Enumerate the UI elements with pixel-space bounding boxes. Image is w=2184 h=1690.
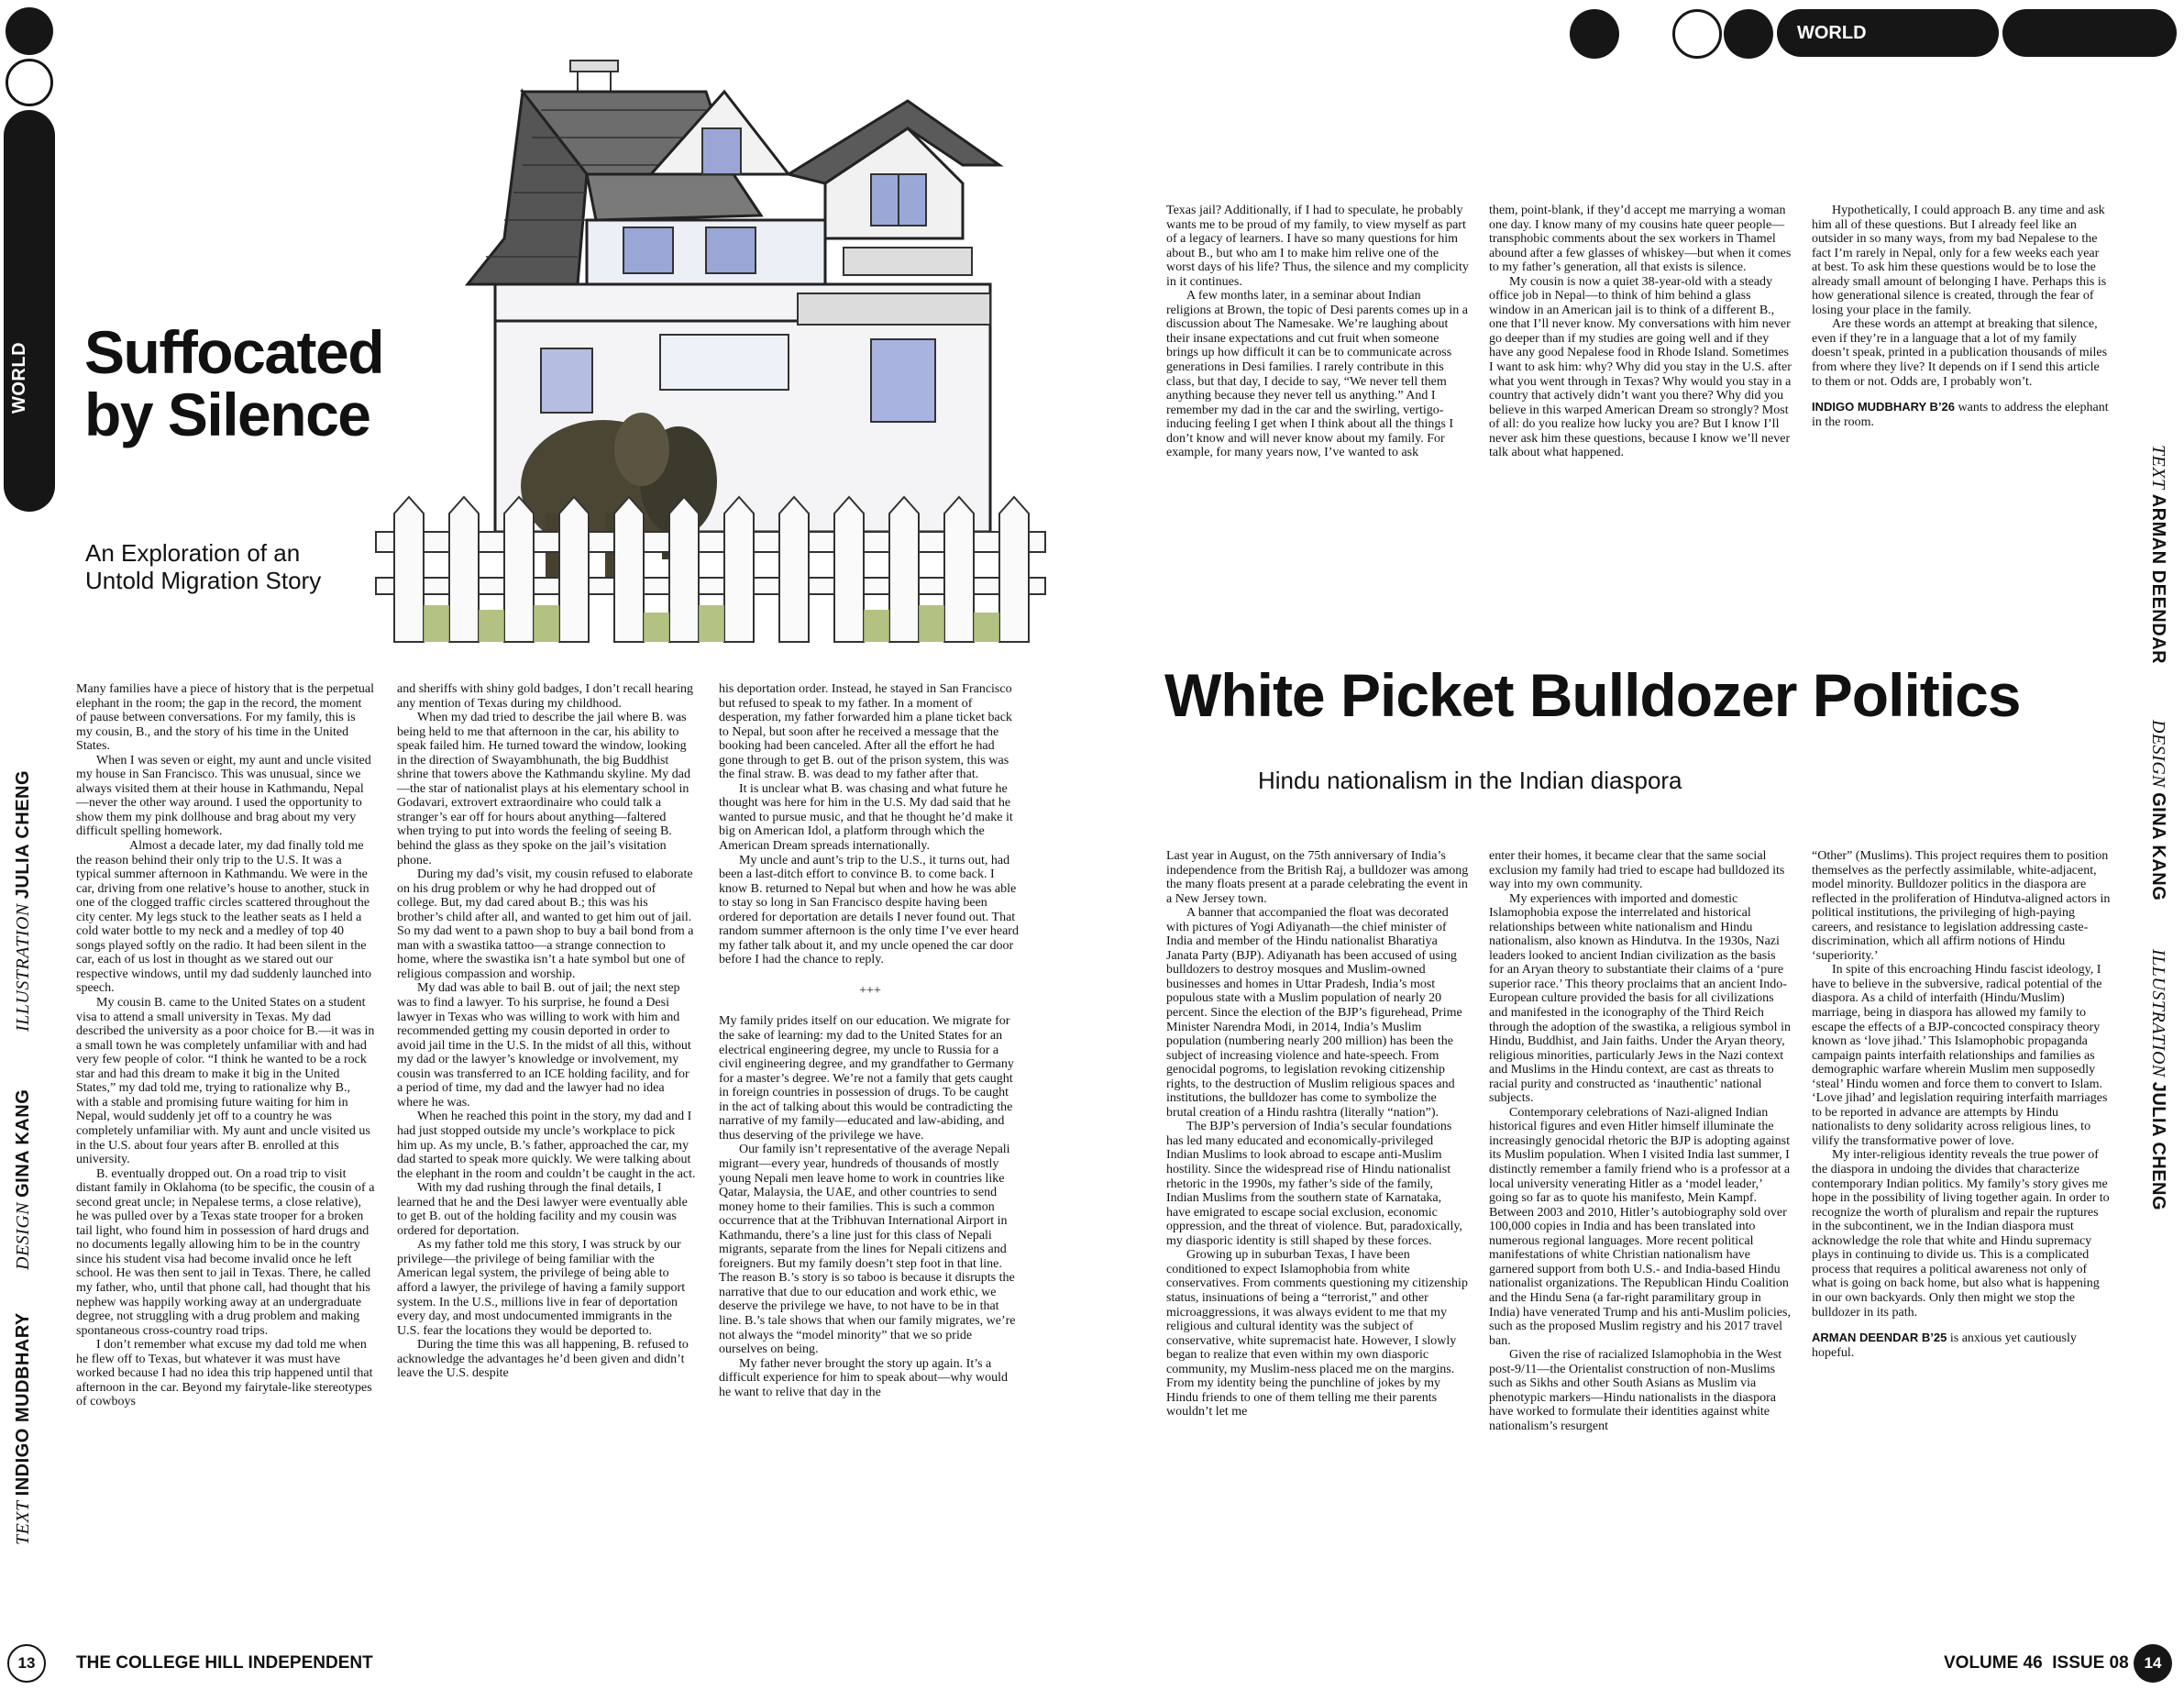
paragraph: In spite of this encroaching Hindu fascist ideology, I have to believe in the subversive, radical potential of the diaspora. As a child of interfaith (Hindu/Muslim) marriage, being in diaspora has allowed my family to escape the effects of a BJP-concocted conspiracy theory known as ‘love jihad.’ This Islamophobic propaganda campaign paints interfaith relationships and families as demographic warfare wherein Muslim men supposedly ‘steal’ Hindu women and force them to convert to Islam. ‘Love jihad’ and legislation requiring interfaith marriages to be reported in advance are attempts by Hindu nationalists to deny solidarity across religious lines, to vilify the transformative power of love.	[1812, 963, 2108, 1148]
paragraph: During my dad’s visit, my cousin refused to elaborate on his drug problem or why he had dropped out of college. But, my dad cared about B.; this was his brother’s child after all, and wanted to get him out of jail. So my dad went to a pawn shop to buy a bail bond from a man with a swastika tattoo—a strange connection to home, where the swastika isn’t a hate symbol but one of religious compassion and worship.	[397, 867, 694, 981]
author-bio-name: INDIGO MUDBHARY B’26	[1812, 400, 1956, 414]
house-elephant-illustration	[358, 18, 1164, 651]
volume-issue: VOLUME 46 ISSUE 08	[1944, 1653, 2129, 1673]
article-title-right: White Picket Bulldozer Politics	[1164, 661, 2021, 729]
article-title-left	[84, 318, 384, 448]
tab-dot-black	[1724, 9, 1773, 59]
credit-name: ARMAN DEENDAR	[2148, 493, 2168, 665]
credit-label: DESIGN	[13, 1201, 33, 1270]
publication-name: THE COLLEGE HILL INDEPENDENT	[76, 1653, 373, 1673]
paragraph: them, point-blank, if they’d accept me marrying a woman one day. I know many of my cousins hate queer people—transphobic comments about the sex workers in Thamel abound after a few glasses of whiskey—but when it comes to my father’s generation, all that exists is silence.	[1489, 204, 1792, 275]
paragraph: My inter-religious identity reveals the true power of the diaspora in undoing the divides that characterize contemporary Indian politics. My family’s story gives me hope in the possibility of living together again. In order to recognize the worth of pluralism and repair the ruptures in the subcontinent, we in the Indian diaspora must acknowledge the role that white and Hindu supremacy plays in continuing to divide us. This is a complicated process that requires a political awareness not only of what is going on back home, but also what is happening in our own backyards. Only then might we stop the bulldozer in its path.	[1812, 1148, 2110, 1320]
paragraph: With my dad rushing through the final details, I learned that he and the Desi lawyer were eventually able to get B. out of the holding facility and my cousin was ordered for deportation.	[397, 1181, 688, 1238]
paragraph: My family prides itself on our education. We migrate for the sake of learning: my dad to the United States for an electrical engineering degree, my uncle to Russia for a civil engineering degree, and my grandfather to Germany for a master’s degree. We’re not a family that gets caught in foreign countries in possession of drugs. To be caught in the act of talking about this would be contradicting the narrative of my family—educated and law-abiding, and thus deserving of the privilege we have.	[719, 1014, 1014, 1143]
section-tab-right: WORLD	[1777, 9, 1999, 57]
paragraph: My cousin B. came to the United States on a student visa to attend a small university in Texas. My dad described the university as a poor choice for B.—it was in a small town he was completely unfamiliar with and had very few people of color. “I think he wanted to be a rock star and had this dream to make it big in the United States,” my dad told me, trying to rationalize why B., with a stable and promising future waiting for him in Nepal, would suddenly jet off to a country he was completely unfamiliar with. My aunt and uncle visited us in the U.S. about four years after B. enrolled at this university.	[76, 996, 375, 1167]
continuation-column-2	[1489, 204, 1792, 460]
tab-pill-lower	[4, 414, 55, 512]
tab-dot-hollow	[1672, 9, 1722, 59]
paragraph: It is unclear what B. was chasing and what future he thought was here for him in the U.S. My dad said that he wanted to pursue music, and that he thought he’d make it big on American Idol, a platform through which the American Dream spreads internationally.	[719, 781, 1013, 854]
credit-design-right	[2147, 720, 2168, 901]
paragraph: Our family isn’t representative of the average Nepali migrant—every year, hundreds of thousands of mostly young Nepali men leave home to work in countries like Qatar, Malaysia, the UAE, and other countries to send money home to their families. This is such a common occurrence that at the Tribhuvan International Airport in Kathmandu, there’s a line just for this class of Nepali migrants, separate from the lines for Nepali citizens and foreigners. But my family doesn’t step foot in that line. The reason B.’s story is so taboo is because it disrupts the narrative that due to our education and work ethic, we deserve the privilege we have, to not have to be in that line. B.’s tale shows that when our family migrates, we’re not always the “model minority” that we so pride ourselves on being.	[719, 1143, 1016, 1357]
page-number-left: 13	[7, 1644, 46, 1683]
article-column-4	[1166, 849, 1469, 1419]
paragraph: My experiences with imported and domestic Islamophobia expose the interrelated and historical relationships between white nationalism and Hindu nationalism, also known as Hindutva. In the 1930s, Nazi leaders looked to ancient Indian civilization as the basis for an Aryan theory to substantiate their claims of a ‘pure superior race.’ This theory proclaims that an ancient Indo-European culture provided the basis for all civilizations and manifested in the iconography of the Third Reich through the adoption of the swastika, a religious symbol in Hindu, Buddhist, and Jain faiths. Under the Aryan theory, religious minorities, particularly Jews in the Nazi context and Muslims in the Hindu context, are cast as threats to racial purity and constructed as ‘inauthentic’ national subjects.	[1489, 891, 1791, 1106]
paragraph: B. eventually dropped out. On a road trip to visit distant family in Oklahoma (to be specific, the cousin of a second great uncle; in Nepalese terms, a close relative), he was pulled over by a Texas state trooper for a broken tail light, who found him in possession of hard drugs and no documents legally allowing him to be in the country since his student visa had become invalid once he left school. He was then sent to jail in Texas. There, he called my father, who, until that phone call, had thought that his nephew was happily working away at an undergraduate degree, not struggling with a drug problem and making spontaneous cross-country road trips.	[76, 1166, 375, 1338]
paragraph: When I was seven or eight, my aunt and uncle visited my house in San Francisco. This was unusual, since we always visited them at their house in Kathmandu, Nepal—never the other way around. I used the opportunity to show them my pink dollhouse and brag about my very difficult spelling homework.	[76, 753, 371, 839]
paragraph: During the time this was all happening, B. refused to acknowledge the advantages he’d been given and didn’t leave the U.S. despite	[397, 1338, 689, 1381]
article-column-3	[719, 682, 1021, 1399]
credit-name: INDIGO MUDBHARY	[13, 1312, 33, 1497]
credit-illustration-left	[13, 769, 34, 1032]
paragraph: The BJP’s perversion of India’s secular foundations has led many educated and economically-privileged Indian Muslims to look abroad to escape anti-Muslim hostility. Since the widespread rise of Hindu nationalist rhetoric in the 1990s, my father’s side of the family, Indian Muslims from the southern state of Karnataka, have emigrated to escape social exclusion, economic oppression, and the threat of violence. But, paradoxically, my diasporic identity is still shaped by these forces.	[1166, 1120, 1462, 1248]
credit-name: GINA KANG	[2148, 792, 2168, 901]
section-tab-left-label: WORLD	[9, 341, 29, 414]
paragraph: My cousin is now a quiet 38-year-old with a steady office job in Nepal—to think of him behind a glass window in an American jail is to think of a different B., one that I’ll never know. My conversations with him never go deeper than if my studies are going well and if they have any good Nepalese food in Rhode Island. Sometimes I want to ask him: why? Why did you stay in the U.S. after what you went through in Texas? Why would you stay in a country that actively didn’t want you there? Why did you believe in this warped American Dream so strongly? Most of all: do you realize how lucky you are? But I know I’ll never ask him these questions, because I know we’ll never talk about what happened.	[1489, 274, 1792, 460]
credit-design-left	[13, 1088, 34, 1270]
paragraph: Last year in August, on the 75th anniversary of India’s independence from the British Raj, a bulldozer was among the many floats present at a parade celebrating the event in a New Jersey town.	[1166, 849, 1469, 906]
paragraph: enter their homes, it became clear that the same social exclusion my family had tried to escape had bulldozed its way into my own community.	[1489, 849, 1785, 892]
credit-illustration-right	[2147, 949, 2168, 1211]
author-bio	[1812, 1331, 2111, 1360]
tab-dot-black	[6, 7, 53, 55]
paragraph: Texas jail? Additionally, if I had to speculate, he probably wants me to be proud of my family, to view myself as part of a legacy of learners. I have so many questions for him about B., but who am I to make him relive one of the worst days of his life? Thus, the silence and my complicity in it continues.	[1166, 204, 1469, 289]
article-column-1	[76, 682, 375, 1409]
tab-dot-black	[1570, 9, 1619, 59]
paragraph: A banner that accompanied the float was decorated with pictures of Yogi Adiyanath—the chief minister of India and member of the Hindu nationalist Bharatiya Janata Party (BJP). Adiyanath has been accused of using bulldozers to destroy mosques and Muslim-owned businesses and homes in Uttar Pradesh, India’s most populous state with a Muslim population of nearly 20 percent. Since the election of the BJP’s figurehead, Prime Minister Narendra Modi, in 2014, India’s Muslim population (numbering nearly 200 million) has been the subject of increasing violence and hate-speech. From genocidal pogroms, to legislation revoking citizenship rights, to the destruction of Muslim religious spaces and institutions, the bulldozer has come to symbolize the brutal creation of a Hindu rashtra (literally “nation”).	[1166, 906, 1462, 1120]
paragraph: his deportation order. Instead, he stayed in San Francisco but refused to speak to my father. In a moment of desperation, my father forwarded him a plane ticket back to Nepal, but soon after he received a message that the booking had been canceled. After all the effort he had gone through to get B. out of the prison system, this was the final straw. B. was dead to my father after that.	[719, 682, 1012, 782]
credit-label: ILLUSTRATION	[13, 903, 33, 1032]
paragraph: Growing up in suburban Texas, I have been conditioned to expect Islamophobia from white conservatives. From comments questioning my citizenship status, insinuations of being a “terrorist,” and other microaggressions, it was always evident to me that my religious and cultural identity was the subject of conservative, white supremacist hate. However, I slowly began to realize that even within my own diasporic community, my Muslim-ness placed me on the margins. From my identity being the punchline of jokes by my Hindu friends to one of them telling me their parents wouldn’t let me	[1166, 1248, 1468, 1419]
paragraph: Given the rise of racialized Islamophobia in the West post-9/11—the Orientalist construction of non-Muslims such as Sikhs and other South Asians as Muslim via phenotypic markers—Hindu nationalists in the diaspora have worked to formulate their identities against white nationalism’s resurgent	[1489, 1348, 1782, 1433]
continuation-column-1	[1166, 204, 1469, 460]
paragraph: “Other” (Muslims). This project requires them to position themselves as the perfectly assimilable, white-adjacent, model minority. Bulldozer politics in the diaspora are reflected in the proliferation of Hindutva-aligned actors in political institutions, the privileging of high-paying careers, and resistance to legislation addressing caste-discrimination, which all affirm notions of Hindu ‘superiority.’	[1812, 849, 2111, 963]
paragraph: Many families have a piece of history that is the perpetual elephant in the room; the gap in the record, the moment of pause between conversations. For my family, this is my cousin, B., and the story of his time in the United States.	[76, 682, 375, 754]
paragraph: My father never brought the story up again. It’s a difficult experience for him to speak about—why would he want to relive that day in the	[719, 1356, 1009, 1399]
paragraph: Hypothetically, I could approach B. any time and ask him all of these questions. But I already feel like an outsider in so many ways, from my bad Nepalese to the fact I’m rarely in Nepal, only for a few weeks each year at best. To ask him these questions would be to lose the already small amount of belonging I have. Perhaps this is how generational silence is created, through the fear of losing your place in the family.	[1812, 204, 2107, 317]
paragraph: As my father told me this story, I was struck by our privilege—the privilege of being familiar with the American legal system, the privilege of being able to afford a lawyer, the privilege of having a family support system. In the U.S., millions live in fear of deportation every day, and most undocumented immigrants in the U.S. fear the locations they would be deported to.	[397, 1238, 686, 1338]
tab-dot-hollow	[6, 59, 53, 106]
paragraph: Contemporary celebrations of Nazi-aligned Indian historical figures and even Hitler himself illuminate the increasingly genocidal rhetoric the BJP is adopting against its Muslim population. When I visited India last summer, I distinctly remember a family friend who is a professor at a local university venerating Hitler as a ‘model leader,’ going so far as to quote his manifesto, Mein Kampf. Between 2003 and 2010, Hitler’s autobiography sold over 100,000 copies in India and has been translated into numerous regional languages. More recent political manifestations of white Christian nationalism have garnered support from both U.S.- and India-based Hindu nationalist organizations. The Republican Hindu Coalition and the Hindu Sena (a far-right paramilitary group in India) have venerated Trump and his anti-Muslim policies, such as the proposed Muslim registry and his 2017 travel ban.	[1489, 1105, 1791, 1348]
dek-line-2: Untold Migration Story	[85, 567, 322, 594]
paragraph: When he reached this point in the story, my dad and I had just stopped outside my uncle’s workplace to pick him up. As my uncle, B.’s father, approached the car, my dad started to speak more quickly. We were talking about the elephant in the room and couldn’t be caught in the act.	[397, 1110, 696, 1181]
credit-text-right	[2147, 445, 2168, 665]
article-title-line-2: by Silence	[84, 381, 370, 448]
paragraph: and sheriffs with shiny gold badges, I don’t recall hearing any mention of Texas during my childhood.	[397, 682, 693, 711]
section-separator: +++	[859, 983, 881, 998]
article-dek-left	[85, 539, 321, 594]
article-dek-right: Hindu nationalism in the Indian diaspora	[1258, 767, 1682, 794]
credit-text-left	[13, 1312, 34, 1545]
paragraph: When my dad tried to describe the jail where B. was being held to me that afternoon in the car, his ability to speak failed him. He turned toward the window, looking in the direction of Swayambhunath, the big Buddhist shrine that towers above the Kathmandu skyline. My dad—the star of nationalist plays at his elementary school in Godavari, extrovert extraordinaire who could talk a stranger’s ear off for hours about anything—faltered when trying to put into words the feeling of seeing B. behind the glass as they spoke on the jail’s visitation phone.	[397, 711, 690, 867]
paragraph: Almost a decade later, my dad finally told me the reason behind their only trip to the U.S. It was a typical summer afternoon in Kathmandu. We were in the car, driving from one relative’s house to another, stuck in one of the clogged traffic circles scattered throughout the city center. My legs stuck to the leather seats as I held a cold water bottle to my neck and a medley of top 40 songs played softly on the radio. It had been silent in the car, each of us lost in thought as we stared out our respective windows, until my dad suddenly launched into speech.	[76, 839, 371, 996]
paragraph: A few months later, in a seminar about Indian religions at Brown, the topic of Desi parents comes up in a discussion about The Namesake. We’re laughing about their insane expectations and cut fruit when someone brings up how difficult it can be to communicate across generations in Desi families. I rarely contribute in this class, but that day, I decide to say, “We never tell them anything because they never tell us anything.” And I remember my dad in the car and the swirling, vertigo-inducing feeling I get when I think about all the things I don’t know and will never know about my family. For example, for many years now, I’ve wanted to ask	[1166, 289, 1468, 460]
article-column-2	[397, 682, 696, 1381]
article-column-5	[1489, 849, 1792, 1433]
continuation-column-3	[1812, 204, 2111, 429]
article-title-line-1: Suffocated	[84, 318, 384, 386]
dek-line-1: An Exploration of an	[85, 539, 301, 567]
credit-label: TEXT	[13, 1500, 33, 1545]
paragraph: I don’t remember what excuse my dad told me when he flew off to Texas, but whatever it was must have worked because I had no idea this trip happened until that afternoon in the car. Beyond my fairytale-like stereotypes of cowboys	[76, 1338, 373, 1409]
credit-label: DESIGN	[2148, 720, 2168, 789]
author-bio-text: is anxious yet cautiously hopeful.	[1812, 1331, 2077, 1360]
author-bio-text: wants to address the elephant in the room.	[1812, 401, 2109, 429]
credit-name: JULIA CHENG	[2148, 1081, 2168, 1211]
paragraph: My dad was able to bail B. out of jail; the next step was to find a lawyer. To his surprise, he found a Desi lawyer in Texas who was willing to work with him and recommended getting my cousin deported in order to avoid jail time in the U.S. In the midst of all this, without my dad or the lawyer’s knowledge or involvement, my cousin was transferred to an ICE holding facility, and for a period of time, my dad and the lawyer had no idea where he was.	[397, 981, 691, 1110]
author-bio	[1812, 400, 2111, 429]
credit-label: TEXT	[2148, 445, 2168, 490]
credit-name: GINA KANG	[13, 1088, 33, 1198]
paragraph: Are these words an attempt at breaking that silence, even if they’re in a language that a lot of my family doesn’t speak, printed in a publication thousands of miles from where they live? It depends on if I send this article to them or not. Odds are, I probably won’t.	[1812, 317, 2108, 389]
credit-name: JULIA CHENG	[13, 769, 33, 900]
page-number-right: 14	[2134, 1644, 2172, 1683]
paragraph: My uncle and aunt’s trip to the U.S., it turns out, had been a last-ditch effort to convince B. to come back. I know B. returned to Nepal but when and how he was able to stay so long in San Francisco despite having been ordered for deportation are details I never found out. That random summer afternoon is the only time I’ve ever heard my father talk about it, and my uncle opened the car door before I had the chance to reply.	[719, 853, 1019, 967]
tab-pill-right	[2002, 9, 2177, 57]
author-bio-name: ARMAN DEENDAR B’25	[1812, 1331, 1947, 1345]
credit-label: ILLUSTRATION	[2148, 949, 2168, 1077]
article-column-6	[1812, 849, 2111, 1360]
